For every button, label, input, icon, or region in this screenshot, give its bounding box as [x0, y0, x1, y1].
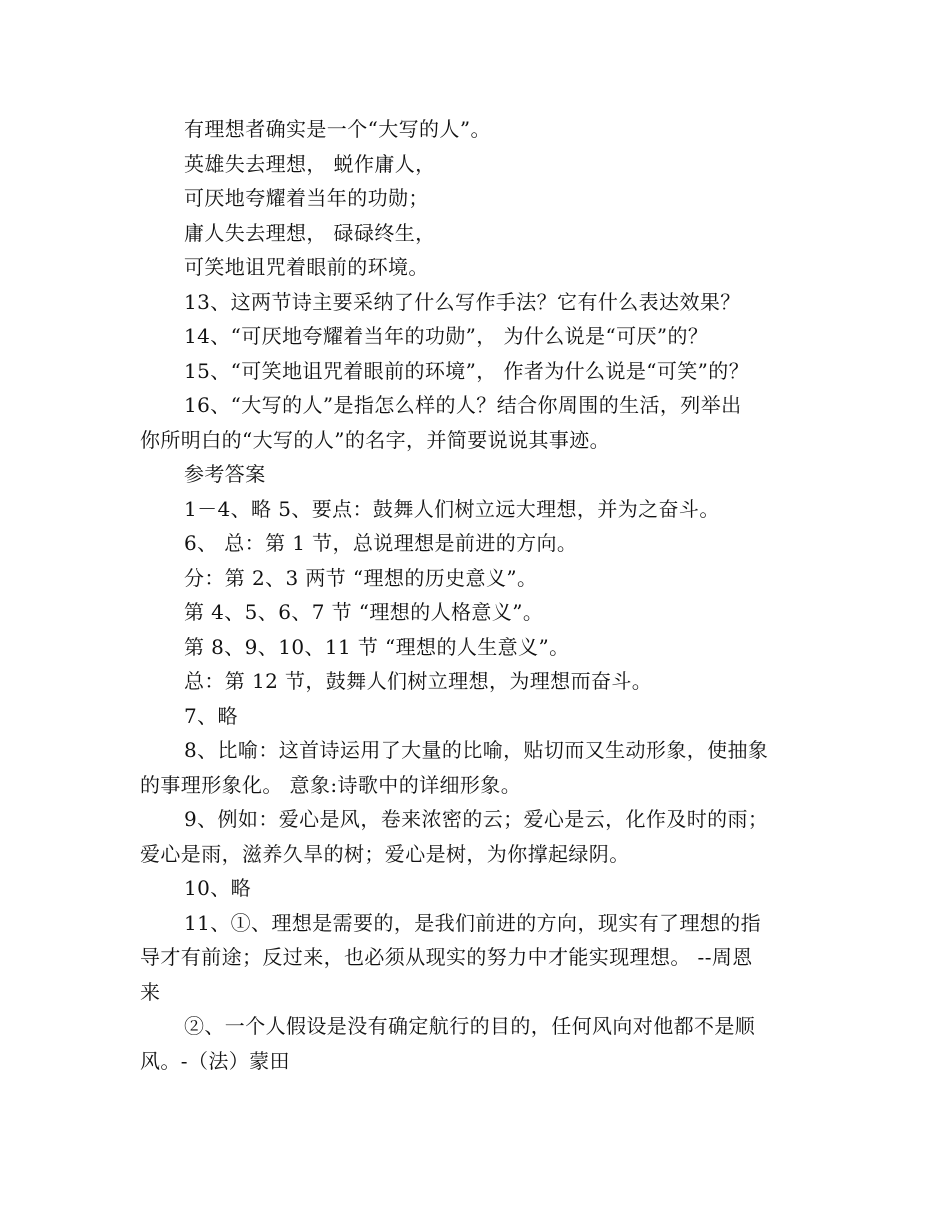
answer-8-line: 8、比喻：这首诗运用了大量的比喻，贴切而又生动形象，使抽象 — [184, 738, 769, 762]
poem-line: 可厌地夸耀着当年的功勋； — [184, 186, 429, 210]
answer-line: 7、略 — [184, 703, 238, 728]
answer-11-quote-line: ②、一个人假设是没有确定航行的目的，任何风向对他都不是顺 — [184, 1014, 756, 1038]
answer-8-line: 的事理形象化。 意象:诗歌中的详细形象。 — [140, 772, 522, 797]
question-15: 15、“可笑地诅咒着眼前的环境”， 作者为什么说是“可笑”的？ — [184, 358, 750, 383]
answer-8 — [140, 733, 812, 802]
answer-9-line: 爱心是雨，滋养久旱的树；爱心是树，为你撑起绿阴。 — [140, 841, 630, 866]
answer-11 — [140, 906, 812, 1010]
answer-line: 第 8、9、10、11 节 “理想的人生意义”。 — [184, 634, 570, 659]
question-16-line: 你所明白的“大写的人”的名字，并简要说说其事迹。 — [140, 427, 611, 452]
poem-line: 庸人失去理想， 碌碌终生， — [184, 220, 436, 245]
question-14: 14、“可厌地夸耀着当年的功勋”， 为什么说是“可厌”的？ — [184, 324, 709, 348]
answer-11-quote-line: 风。-（法）蒙田 — [140, 1048, 290, 1073]
answer-11-quote-2 — [140, 1009, 812, 1078]
answer-line: 1－4、略 5、要点：鼓舞人们树立远大理想，并为之奋斗。 — [184, 496, 720, 521]
answers-heading: 参考答案 — [184, 462, 266, 486]
poem-line: 有理想者确实是一个“大写的人”。 — [184, 117, 491, 141]
answer-11-line: 来 — [140, 979, 161, 1004]
answer-line: 分：第 2、3 两节 “理想的历史意义”。 — [184, 565, 538, 590]
answer-line: 总：第 12 节，鼓舞人们树立理想，为理想而奋斗。 — [184, 669, 653, 693]
answer-11-line: 11、①、理想是需要的，是我们前进的方向，现实有了理想的指 — [184, 910, 762, 935]
poem-line: 可笑地诅咒着眼前的环境。 — [184, 255, 429, 279]
poem-line: 英雄失去理想， 蜕作庸人， — [184, 151, 436, 176]
question-16 — [140, 388, 812, 457]
question-16-line: 16、“大写的人”是指怎么样的人？结合你周围的生活，列举出 — [184, 393, 742, 417]
answer-9-line: 9、例如：爱心是风，卷来浓密的云；爱心是云，化作及时的雨； — [184, 807, 769, 831]
answer-line: 第 4、5、6、7 节 “理想的人格意义”。 — [184, 600, 544, 624]
question-13: 13、这两节诗主要采纳了什么写作手法？它有什么表达效果？ — [184, 289, 741, 314]
answer-10: 10、略 — [184, 876, 252, 900]
answer-line: 6、 总：第 1 节，总说理想是前进的方向。 — [184, 531, 578, 555]
document-body — [140, 112, 812, 1078]
answer-11-line: 导才有前途；反过来，也必须从现实的努力中才能实现理想。 --周恩 — [140, 945, 753, 969]
answer-9 — [140, 802, 812, 871]
